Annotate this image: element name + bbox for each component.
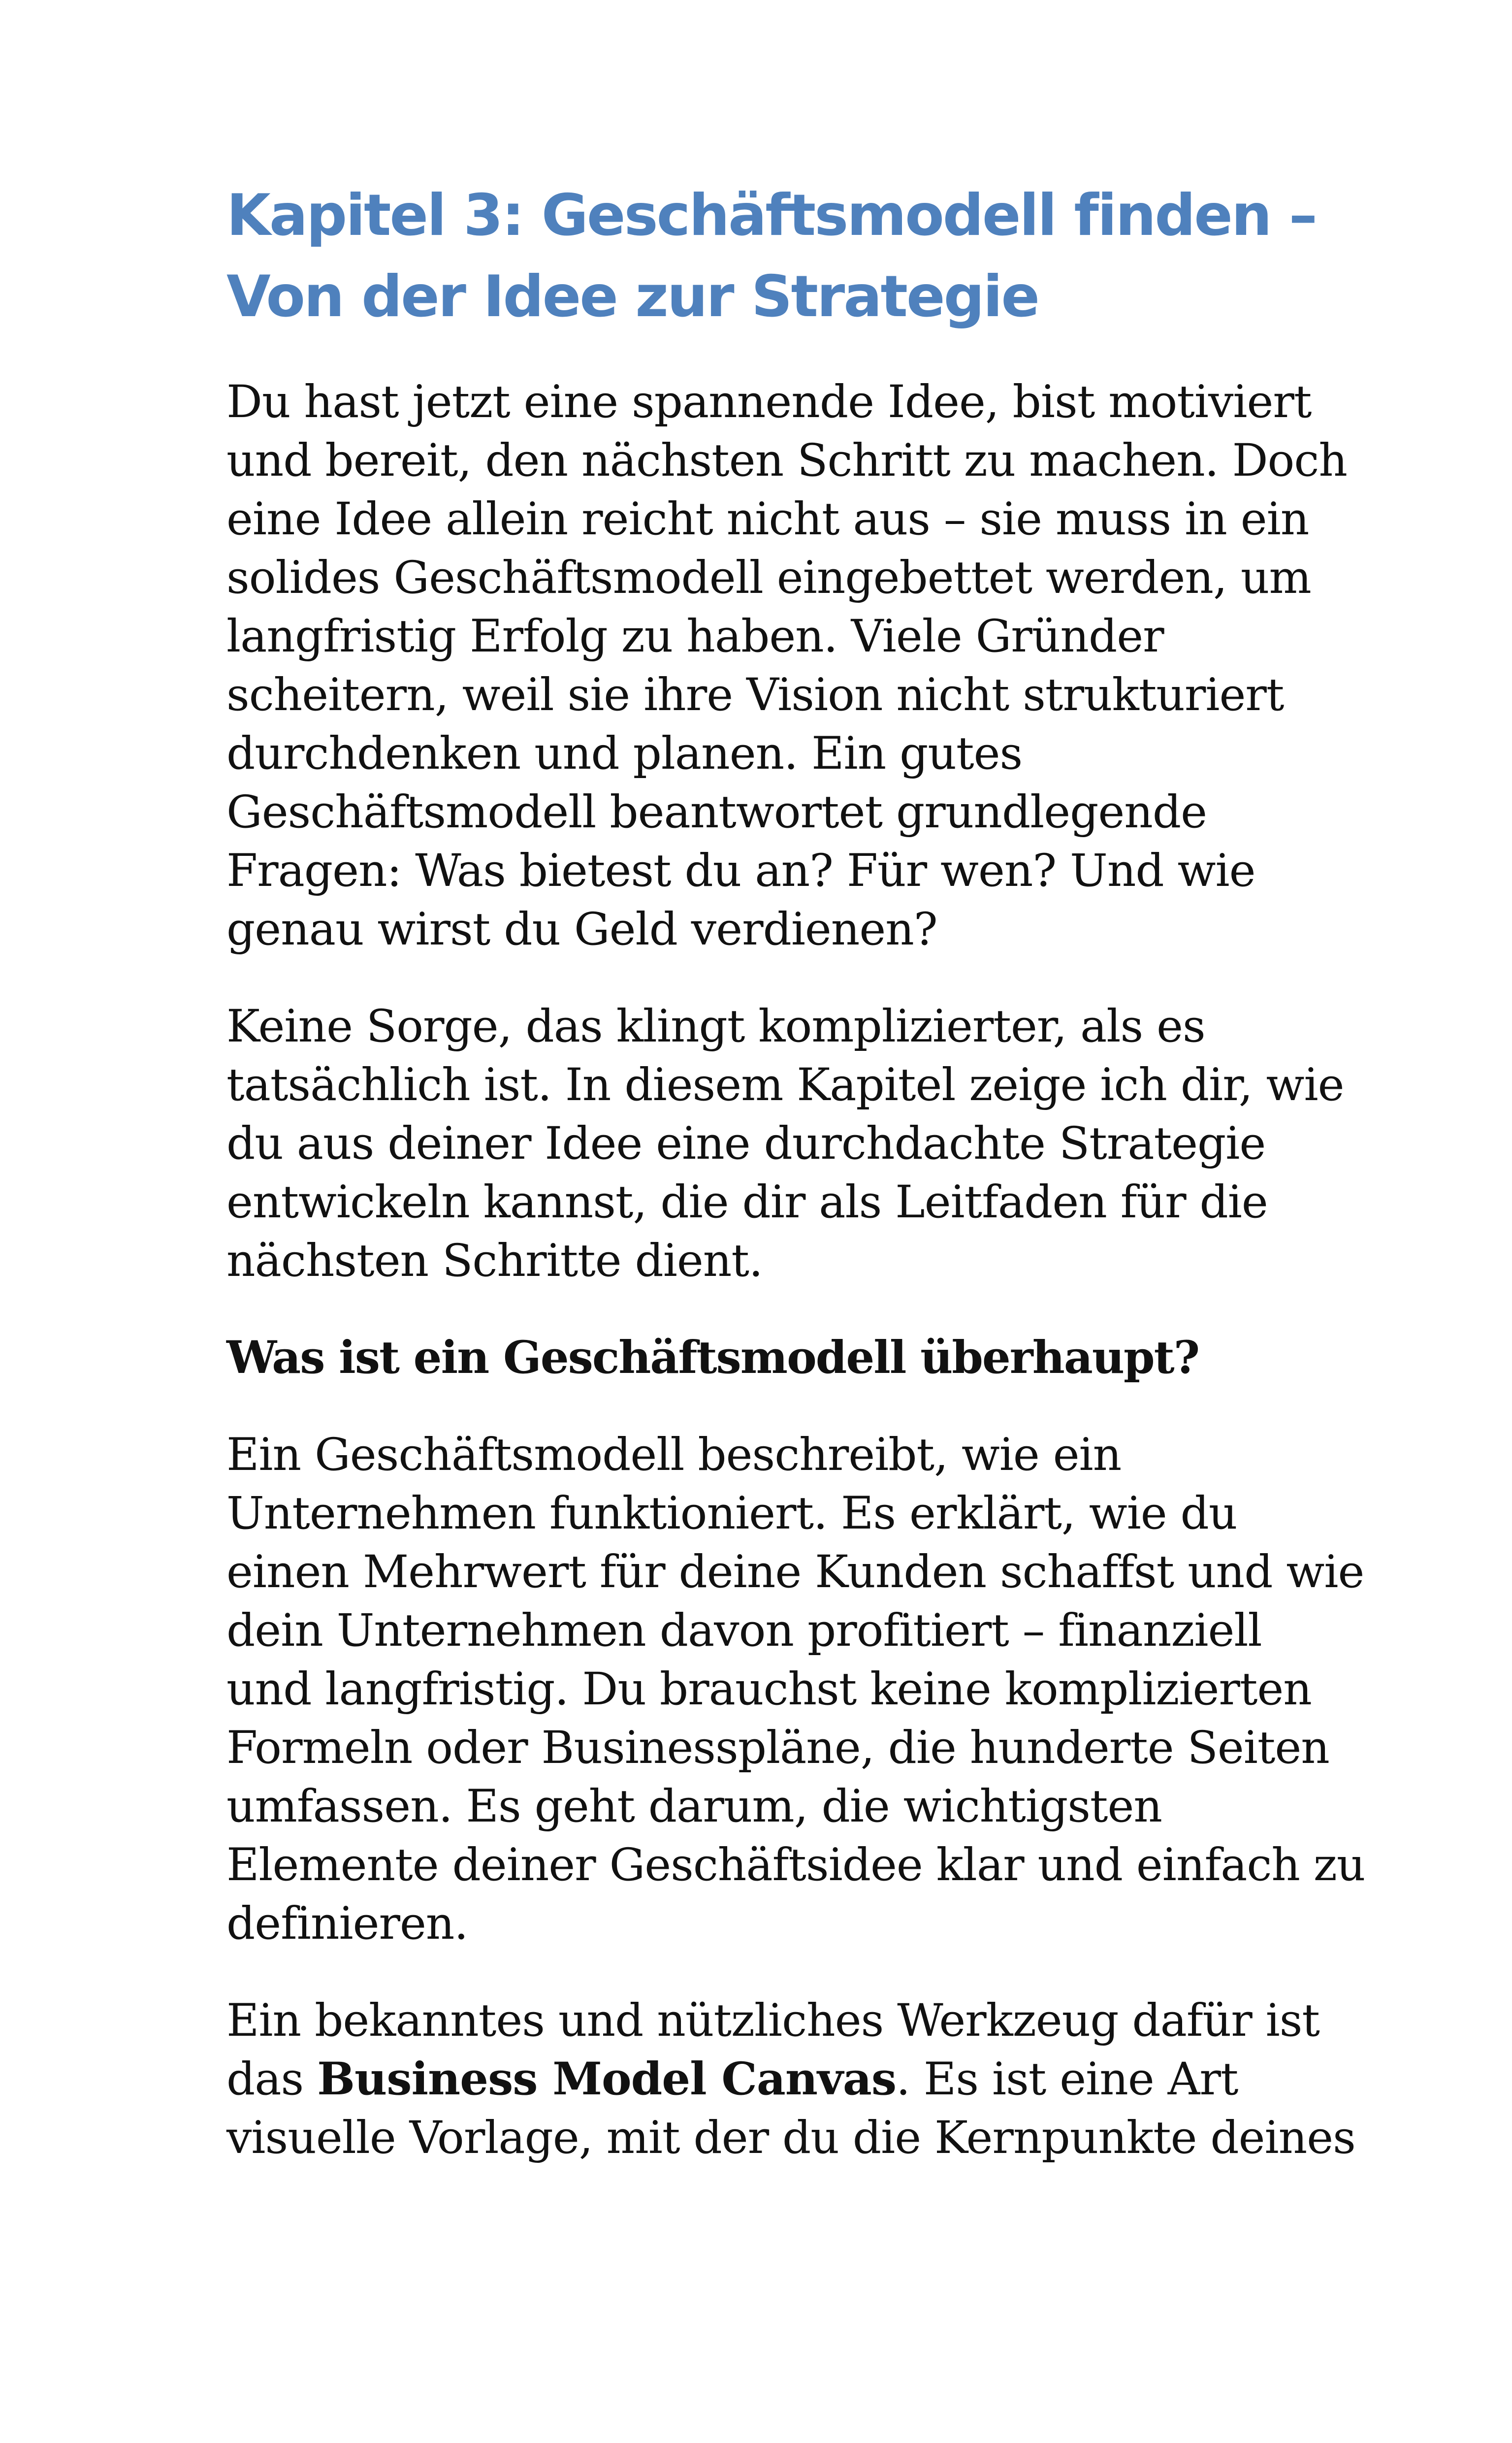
text-line: solides Geschäftsmodell eingebettet werden, um [226, 552, 1311, 604]
text-line: Elemente deiner Geschäftsidee klar und einfach zu [226, 1839, 1365, 1891]
text-line: umfassen. Es geht darum, die wichtigsten [226, 1781, 1162, 1832]
text-line: Fragen: Was bietest du an? Für wen? Und wie [226, 845, 1255, 897]
text-fragment: das [226, 2053, 318, 2105]
text-line [226, 2050, 1334, 2109]
text-fragment: . Es ist eine Art [896, 2053, 1238, 2105]
text-line: und langfristig. Du brauchst keine komplizierten [226, 1663, 1312, 1715]
text-line: tatsächlich ist. In diesem Kapitel zeige ich dir, wie [226, 1059, 1344, 1111]
bold-term-business-model-canvas: Business Model Canvas [317, 2053, 897, 2105]
chapter-title-line-2: Von der Idee zur Strategie [226, 263, 1039, 330]
definition-paragraph [226, 1426, 1365, 1953]
text-line: scheitern, weil sie ihre Vision nicht strukturiert [226, 669, 1284, 721]
text-line: entwickeln kannst, die dir als Leitfaden für die [226, 1176, 1268, 1228]
text-line: durchdenken und planen. Ein gutes [226, 728, 1023, 780]
text-line: dein Unternehmen davon profitiert – finanziell [226, 1605, 1262, 1657]
text-line: langfristig Erfolg zu haben. Viele Gründer [226, 611, 1164, 662]
text-line: Ein Geschäftsmodell beschreibt, wie ein [226, 1429, 1122, 1481]
text-line: Ein bekanntes und nützliches Werkzeug dafür ist [226, 1995, 1320, 2047]
section-heading: Was ist ein Geschäftsmodell überhaupt? [226, 1332, 1199, 1384]
text-line: Geschäftsmodell beantwortet grundlegende [226, 786, 1207, 838]
text-line: und bereit, den nächsten Schritt zu machen. Doch [226, 435, 1347, 487]
reassurance-paragraph [226, 997, 1344, 1290]
text-line: genau wirst du Geld verdienen? [226, 904, 937, 955]
text-line: visuelle Vorlage, mit der du die Kernpunkte deines [226, 2112, 1355, 2164]
text-line: eine Idee allein reicht nicht aus – sie muss in ein [226, 493, 1309, 545]
text-line: einen Mehrwert für deine Kunden schaffst und wie [226, 1546, 1364, 1598]
text-line: Keine Sorge, das klingt komplizierter, als es [226, 1001, 1205, 1052]
text-line: nächsten Schritte dient. [226, 1235, 763, 1287]
chapter-title [226, 175, 1334, 337]
text-line: Du hast jetzt eine spannende Idee, bist motiviert [226, 376, 1312, 428]
text-line: definieren. [226, 1898, 468, 1950]
text-line: du aus deiner Idee eine durchdachte Strategie [226, 1118, 1266, 1170]
intro-paragraph [226, 373, 1347, 959]
text-line: Unternehmen funktioniert. Es erklärt, wie du [226, 1488, 1237, 1539]
document-page [226, 175, 1365, 2206]
text-line: Formeln oder Businesspläne, die hunderte Seiten [226, 1722, 1329, 1774]
canvas-paragraph [226, 1991, 1355, 2167]
chapter-title-line-1: Kapitel 3: Geschäftsmodell finden – [226, 182, 1316, 249]
